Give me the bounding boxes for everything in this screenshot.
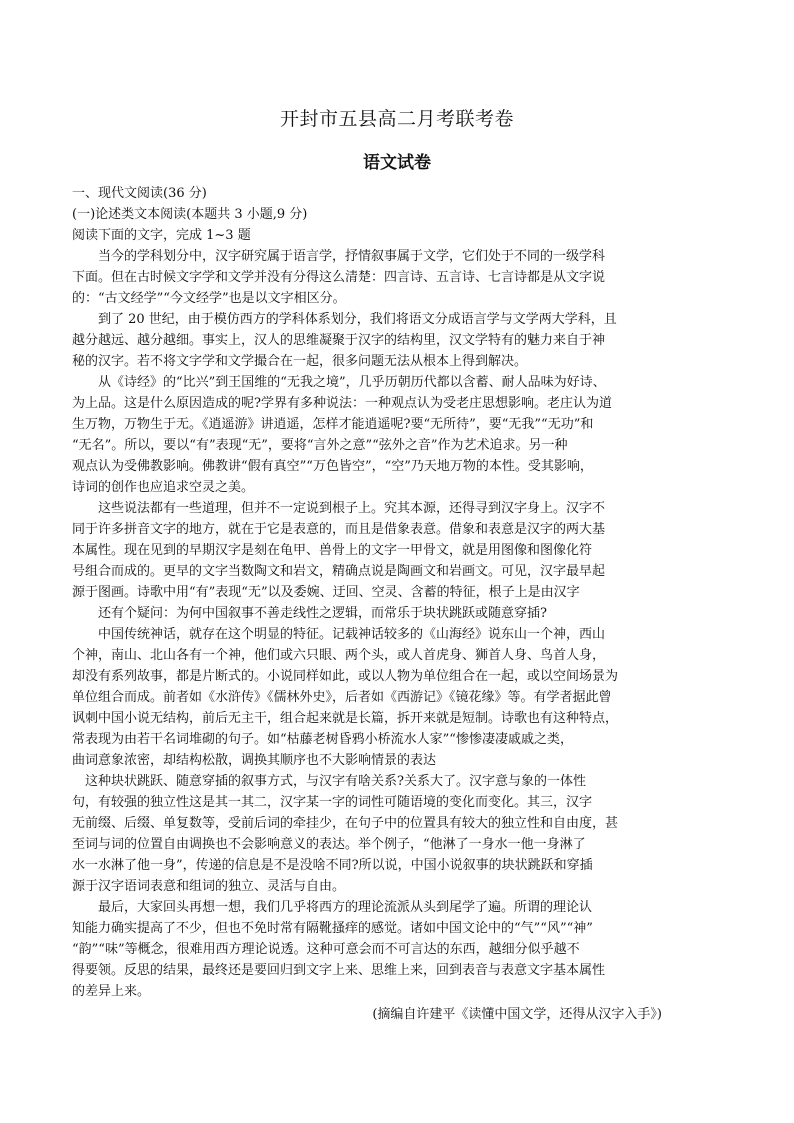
passage-line: 生万物，万物生于无。《逍遥游》讲逍遥，怎样才能逍遥呢?要“无所待”，要“无我”“无功”和 — [72, 417, 594, 432]
passage-line: 还有个疑问：为何中国叙事不善走线性之逻辑，而常乐于块状跳跃或随意穿插? — [98, 606, 547, 621]
passage-line: 本属性。现在见到的早期汉字是刻在龟甲、兽骨上的文字一甲骨文，就是用图像和图像化符 — [72, 543, 593, 558]
passage-line: 同于许多拼音文字的地方，就在于它是表意的，而且是借象表意。借象和表意是汉字的两大基 — [72, 522, 606, 537]
section-heading: 一、现代文阅读(36 分) — [72, 186, 207, 201]
subsection-heading: (一)论述类文本阅读(本题共 3 小题,9 分) — [72, 207, 308, 222]
passage-line: 曲词意象浓密，却结构松散，调换其顺序也不大影响情景的表达 — [72, 753, 437, 768]
passage-line: 的：“古文经学”“今文经学”也是以文字相区分。 — [72, 291, 346, 306]
exam-subtitle: 语文试卷 — [363, 153, 431, 173]
passage-line: 秘的汉字。若不将文字学和文学撮合在一起，很多问题无法从根本上得到解决。 — [72, 354, 528, 369]
passage-line: 为上品。这是什么原因造成的呢?学界有多种说法：一种观点认为受老庄思想影响。老庄认为道 — [72, 396, 612, 411]
passage-line: 至词与词的位置自由调换也不会影响意义的表达。举个例子，“他淋了一身水一他一身淋了 — [72, 837, 586, 852]
passage-line: 句，有较强的独立性这是其一其二，汉字某一字的词性可随语境的变化而变化。其三，汉字 — [72, 795, 593, 810]
passage-line: 越分越远、越分越细。事实上，汉人的思维凝聚于汉字的结构里，汉文学特有的魅力来自于神 — [72, 333, 606, 348]
passage-line: 得要领。反思的结果，最终还是要回归到文字上来、思维上来，回到表音与表意文字基本属性 — [72, 963, 606, 978]
passage-line: 个神，南山、北山各有一个神，他们或六只眼、两个头，或人首虎身、狮首人身、鸟首人身， — [72, 648, 606, 663]
passage-line: 无前缀、后缀、单复数等，受前后词的牵挂少，在句子中的位置具有较大的独立性和自由度，甚 — [72, 816, 619, 831]
passage-text — [72, 246, 662, 1002]
passage-line: 诗词的创作也应追求空灵之美。 — [72, 480, 255, 495]
reading-instruction: 阅读下面的文字，完成 1~3 题 — [72, 228, 251, 243]
passage-line: 讽刺中国小说无结构，前后无主干，组合起来就是长篇，拆开来就是短制。诗歌也有这种特点， — [72, 711, 619, 726]
passage-line: 源于汉字语词表意和组词的独立、灵活与自由。 — [72, 879, 346, 894]
passage-line: 号组合而成的。更早的文字当数陶文和岩文，精确点说是陶画文和岩画文。可见，汉字最早起 — [72, 564, 606, 579]
passage-line: 单位组合而成。前者如《水浒传》《儒林外史》，后者如《西游记》《镜花缘》等。有学者据此曾 — [72, 690, 612, 705]
passage-line: 知能力确实提高了不少，但也不免时常有隔靴搔痒的感觉。诸如中国文论中的“气”“风”“神” — [72, 921, 593, 936]
passage-line: 源于图画。诗歌中用“有”表现“无”以及委婉、迂回、空灵、含蓄的特征，根子上是由汉字 — [72, 585, 580, 600]
passage-line: 观点认为受佛教影响。佛教讲“假有真空”“万色皆空”，“空”乃天地万物的本性。受其影响， — [72, 459, 593, 474]
passage-line: 常表现为由若干名词堆砌的句子。如“枯藤老树昏鸦小桥流水人家”“惨惨凄凄戚戚之类， — [72, 732, 573, 747]
exam-title: 开封市五县高二月考联考卷 — [279, 108, 514, 130]
passage-line: 到了 20 世纪，由于模仿西方的学科体系划分，我们将语文分成语言学与文学两大学科，且 — [98, 312, 617, 327]
passage-line: 从《诗经》的“比兴”到王国维的“无我之境”，几乎历朝历代都以含蓄、耐人品味为好诗、 — [98, 375, 606, 390]
passage-line: 水一水淋了他一身”，传递的信息是不是没啥不同?所以说，中国小说叙事的块状跳跃和穿插 — [72, 858, 593, 873]
passage-line: 当今的学科划分中，汉字研究属于语言学，抒情叙事属于文学，它们处于不同的一级学科 — [98, 249, 606, 264]
passage-line: 这些说法都有一些道理，但并不一定说到根子上。究其本源，还得寻到汉字身上。汉字不 — [98, 501, 606, 516]
passage-line: 这种块状跳跃、随意穿插的叙事方式，与汉字有啥关系?关系大了。汉字意与象的一体性 — [85, 774, 586, 789]
passage-line: 最后，大家回头再想一想，我们几乎将西方的理论流派从头到尾学了遍。所谓的理论认 — [98, 900, 593, 915]
source-citation: (摘编自许建平《读懂中国文学，还得从汉字入手》) — [372, 1007, 662, 1022]
passage-line: “无名”。所以，要以“有”表现“无”，要将“言外之意”“弦外之音”作为艺术追求。另一种 — [72, 438, 568, 453]
passage-line: “韵”“味”等概念，很难用西方理论说透。这种可意会而不可言达的东西，越细分似乎越不 — [72, 942, 580, 957]
passage-line: 中国传统神话，就存在这个明显的特征。记载神话较多的《山海经》说东山一个神，西山 — [98, 627, 606, 642]
passage-body — [72, 183, 662, 1025]
passage-line: 下面。但在古时候文字学和文学并没有分得这么清楚：四言诗、五言诗、七言诗都是从文字说 — [72, 270, 606, 285]
passage-line: 的差异上来。 — [72, 984, 151, 999]
passage-line: 却没有系列故事，都是片断式的。小说同样如此，或以人物为单位组合在一起，或以空间场景为 — [72, 669, 619, 684]
